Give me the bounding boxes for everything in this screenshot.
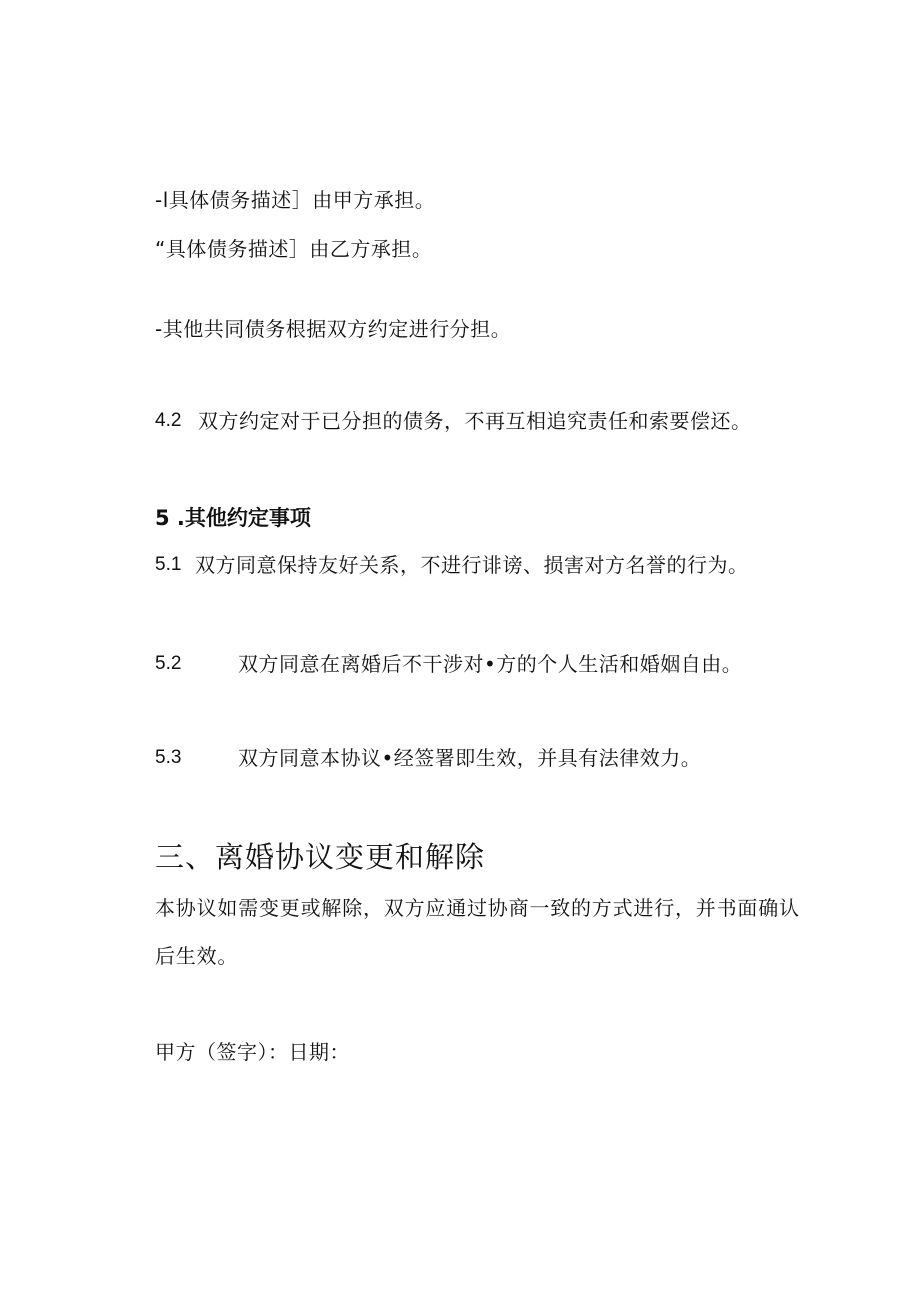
clause-text-5-2: 双方同意在离婚后不干涉对•方的个人生活和婚姻自由。 — [238, 652, 743, 676]
section-paragraph: 本协议如需变更或解除，双方应通过协商一致的方式进行，并书面确认后生效。 — [155, 896, 800, 968]
clause-number-5-1: 5.1 — [155, 554, 182, 575]
section-title: 三、离婚协议变更和解除 — [155, 840, 486, 874]
debt-line-2: “具体债务描述］由乙方承担。 — [155, 237, 433, 261]
clause-number-5-2: 5.2 — [155, 653, 182, 674]
debt-line-1: -l具体债务描述］由甲方承担。 — [155, 188, 436, 212]
clause-number-4-2: 4.2 — [155, 410, 182, 431]
clause-text-4-2: 双方约定对于已分担的债务，不再互相追究责任和索要偿还。 — [198, 409, 752, 433]
clause-number-5-3: 5.3 — [155, 747, 182, 768]
clause-text-5-3: 双方同意本协议•经签署即生效，并具有法律效力。 — [238, 746, 702, 770]
clause-text-5-1: 双方同意保持友好关系，不进行诽谤、损害对方名誉的行为。 — [195, 553, 749, 577]
debt-line-3: -其他共同债务根据双方约定进行分担。 — [155, 317, 512, 341]
section5-heading: 5 .其他约定事项 — [155, 506, 311, 530]
signature-line: 甲方（签字）：日期： — [155, 1040, 350, 1064]
